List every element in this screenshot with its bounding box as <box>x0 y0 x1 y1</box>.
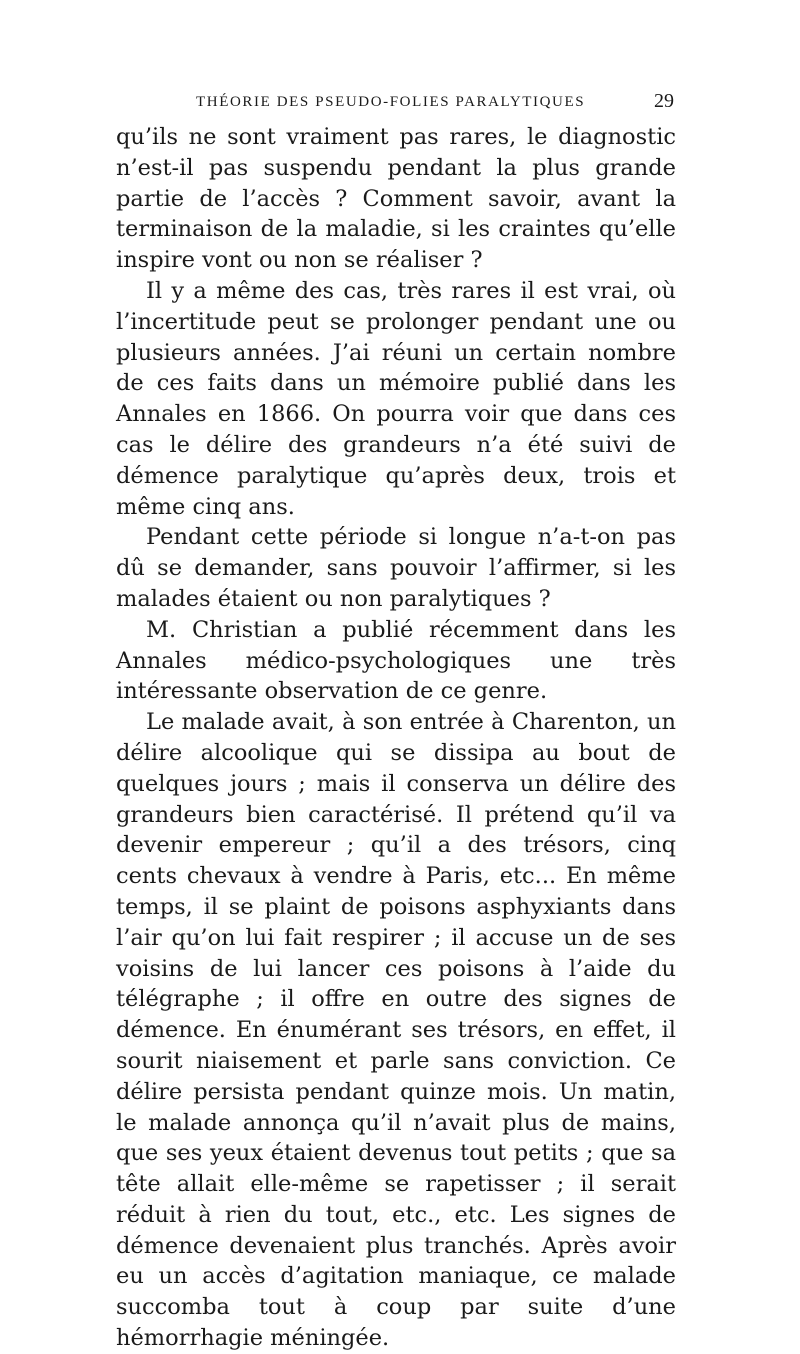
paragraph-4: M. Christian a publié récemment dans les Annales médico-psychologiques une très intéressante observation de ce genre. <box>116 616 676 705</box>
paragraph-3: Pendant cette période si longue n’a-t-on pas dû se demander, sans pouvoir l’affirmer, si les malades étaient ou non paralytiques ? <box>116 524 676 612</box>
running-title: THÉORIE DES PSEUDO-FOLIES PARALYTIQUES <box>196 94 586 110</box>
paragraph-2: Il y a même des cas, très rares il est vrai, où l’incertitude peut se prolonger pendant une ou plusieurs années. J’ai réuni un certain nombre de ces faits dans un mémoire publié dans les Annales en 1866. On pourra voir que dans ces cas le délire des grandeurs n’a été suivi de démence paralytique qu’après deux, trois et même cinq ans. <box>116 277 676 520</box>
paragraph-5: Le malade avait, à son entrée à Charenton, un délire alcoolique qui se dissipa au bout de quelques jours ; mais il conserva un délire des grandeurs bien caractérisé. Il prétend qu’il va devenir empereur ; qu’il a des trésors, cinq cents chevaux à vendre à Paris, etc... En même temps, il se plaint de poisons asphyxiants dans l’air qu’on lui fait respirer ; il accuse un de ses voisins de lui lancer ces poisons à l’aide du télégraphe ; il offre en outre des signes de démence. En énumérant ses trésors, en effet, il sourit niaisement et parle sans conviction. Ce délire persista pendant quinze mois. Un matin, le malade annonça qu’il n’avait plus de mains, que ses yeux étaient devenus tout petits ; que sa tête allait elle-même se rapetisser ; il serait réduit à rien du tout, etc., etc. Les signes de démence devenaient plus tranchés. Après avoir eu un accès d’agitation maniaque, ce malade succomba tout à coup par suite d’une hémorrhagie méningée. <box>116 709 676 1352</box>
body-text <box>116 122 676 1354</box>
paragraph-1: qu’ils ne sont vraiment pas rares, le diagnostic n’est-il pas suspendu pendant la plus grande partie de l’accès ? Comment savoir, avant la terminaison de la maladie, si les craintes qu’elle inspire vont ou non se réaliser ? <box>116 124 676 274</box>
running-head <box>116 88 676 118</box>
book-page <box>116 88 676 1354</box>
page-number: 29 <box>654 90 674 112</box>
